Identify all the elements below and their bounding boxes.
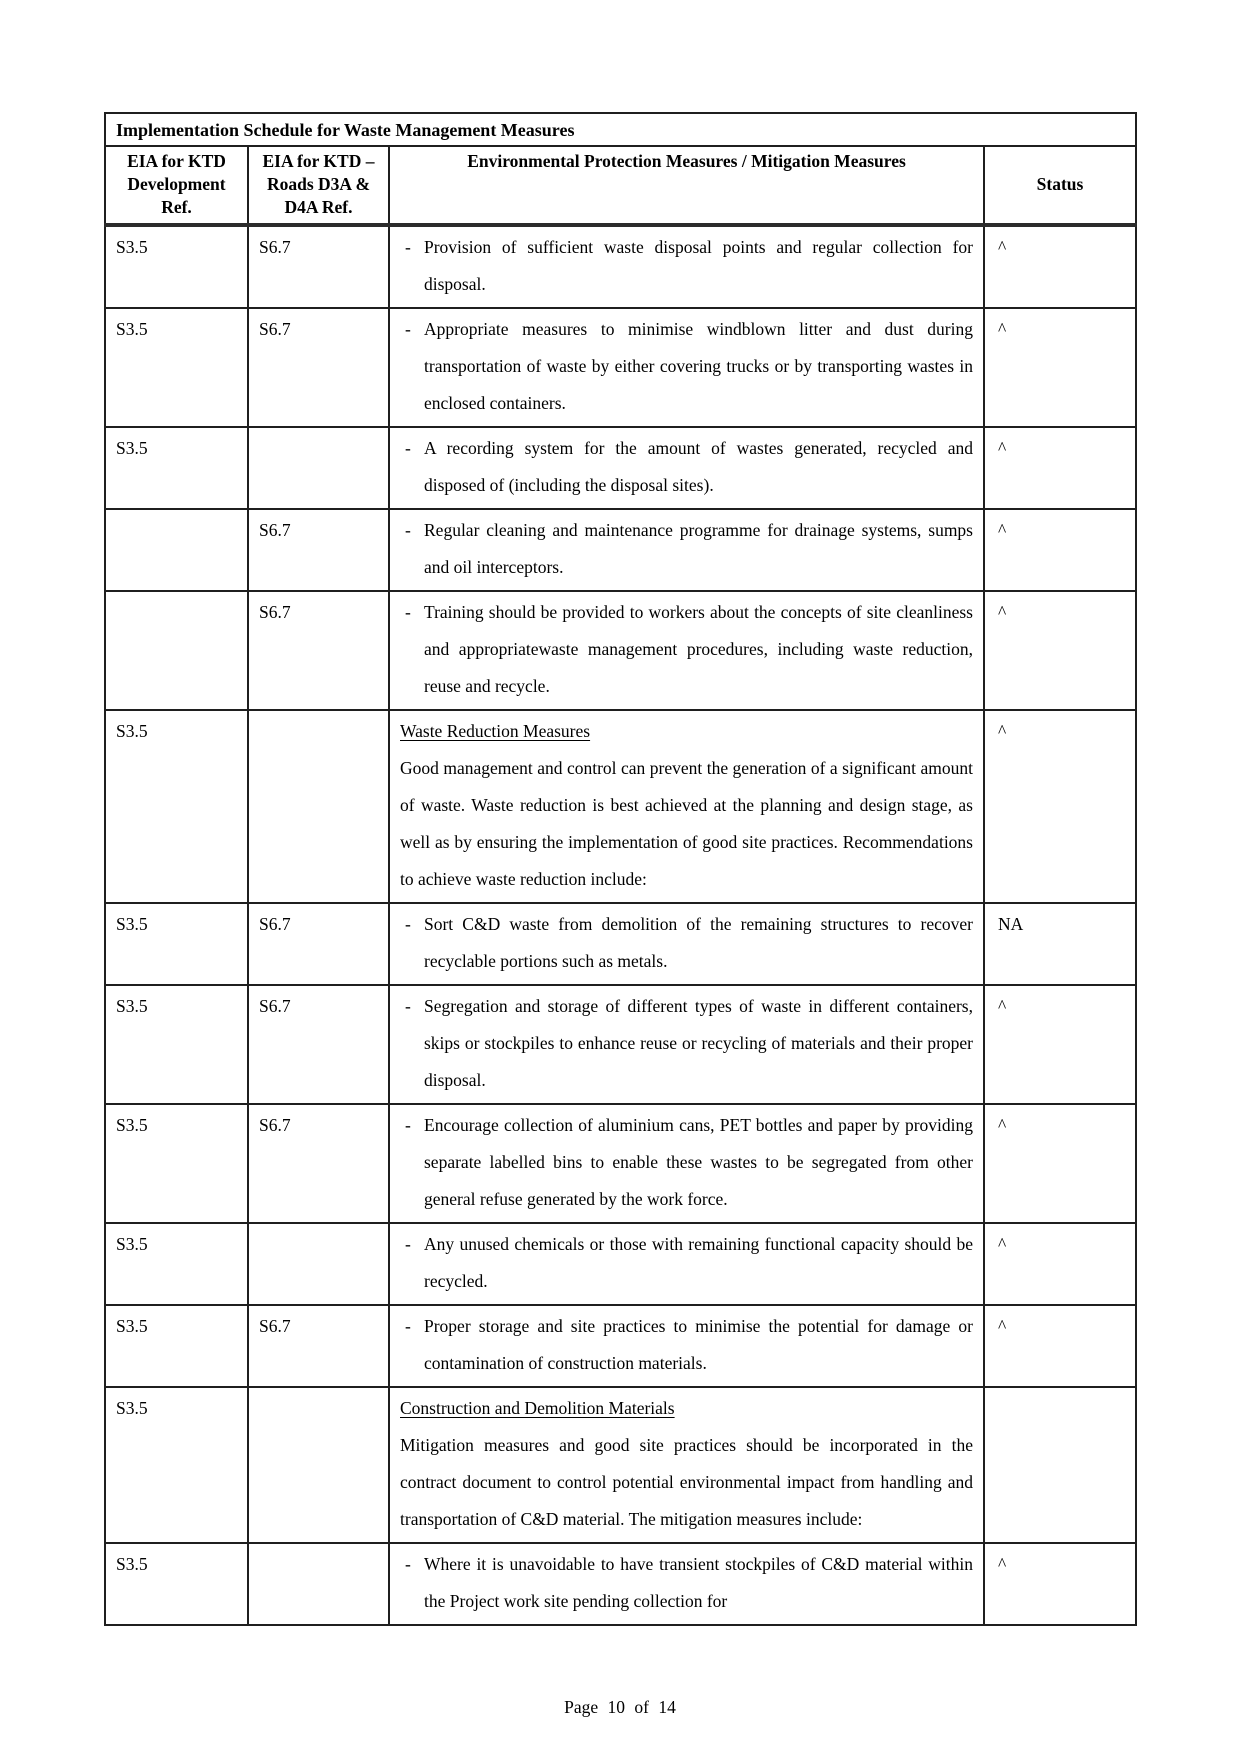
ref-ktd-development-cell: S3.5 [105, 225, 248, 308]
status-cell: NA [984, 903, 1136, 985]
measure-text: Any unused chemicals or those with remaining functional capacity should be recycled. [424, 1234, 973, 1291]
measure-bullet-item [390, 1107, 983, 1218]
bullet-dash: - [405, 996, 411, 1016]
table-row [105, 1543, 1136, 1625]
ref-ktd-development-cell: S3.5 [105, 1104, 248, 1223]
status-cell: ^ [984, 308, 1136, 427]
ref-ktd-development-cell: S3.5 [105, 1387, 248, 1543]
column-header-measures: Environmental Protection Measures / Mitigation Measures [389, 146, 984, 225]
page-number: Page 10 of 14 [564, 1697, 676, 1717]
bullet-dash: - [405, 1316, 411, 1336]
ref-ktd-roads-cell: S6.7 [248, 1305, 389, 1387]
measure-cell [389, 591, 984, 710]
measure-bullet-item [390, 1308, 983, 1382]
table-row [105, 1305, 1136, 1387]
measure-cell [389, 509, 984, 591]
bullet-dash: - [405, 914, 411, 934]
bullet-dash: - [405, 1234, 411, 1254]
ref-ktd-roads-cell: S6.7 [248, 1104, 389, 1223]
bullet-dash: - [405, 438, 411, 458]
status-cell: ^ [984, 710, 1136, 903]
measure-section [390, 1390, 983, 1538]
section-paragraph: Mitigation measures and good site practices should be incorporated in the contract document to control potential environmental impact from handling and transportation of C&D material. The mitigation measures include: [400, 1435, 973, 1529]
status-cell: ^ [984, 1543, 1136, 1625]
column-header-status: Status [984, 146, 1136, 225]
column-header-eia-ktd-roads-ref: EIA for KTD – Roads D3A & D4A Ref. [248, 146, 389, 225]
bullet-dash: - [405, 1554, 411, 1574]
table-row [105, 1223, 1136, 1305]
measure-bullet-item [390, 906, 983, 980]
ref-ktd-roads-cell [248, 1543, 389, 1625]
measure-bullet-item [390, 1226, 983, 1300]
measure-cell [389, 427, 984, 509]
table-title-row [105, 113, 1136, 146]
measure-text: Segregation and storage of different types of waste in different containers, skips or stockpiles to enhance reuse or recycling of materials and their proper disposal. [424, 996, 973, 1090]
table-row [105, 903, 1136, 985]
table-row [105, 710, 1136, 903]
measure-cell [389, 1305, 984, 1387]
measure-cell [389, 1387, 984, 1543]
implementation-schedule-table [104, 112, 1137, 1626]
bullet-dash: - [405, 602, 411, 622]
ref-ktd-development-cell [105, 509, 248, 591]
table-row [105, 591, 1136, 710]
measure-cell [389, 985, 984, 1104]
ref-ktd-development-cell: S3.5 [105, 985, 248, 1104]
measure-cell [389, 1223, 984, 1305]
ref-ktd-development-cell: S3.5 [105, 1543, 248, 1625]
measure-bullet-item [390, 229, 983, 303]
bullet-dash: - [405, 319, 411, 339]
measure-text: Provision of sufficient waste disposal points and regular collection for disposal. [424, 237, 973, 294]
measure-text: Regular cleaning and maintenance programme for drainage systems, sumps and oil interceptors. [424, 520, 973, 577]
status-cell: ^ [984, 427, 1136, 509]
ref-ktd-roads-cell: S6.7 [248, 985, 389, 1104]
measure-cell [389, 308, 984, 427]
ref-ktd-roads-cell: S6.7 [248, 591, 389, 710]
ref-ktd-roads-cell [248, 1387, 389, 1543]
measure-text: Proper storage and site practices to minimise the potential for damage or contamination of construction materials. [424, 1316, 973, 1373]
bullet-dash: - [405, 1115, 411, 1135]
measure-text: Sort C&D waste from demolition of the remaining structures to recover recyclable portions such as metals. [424, 914, 973, 971]
ref-ktd-development-cell: S3.5 [105, 903, 248, 985]
measure-text: A recording system for the amount of wastes generated, recycled and disposed of (including the disposal sites). [424, 438, 973, 495]
section-paragraph: Good management and control can prevent the generation of a significant amount of waste. Waste reduction is best achieved at the planning and design stage, as well as by ensuring the implementation of good site practices. Recommendations to achieve waste reduction include: [400, 758, 973, 889]
measure-cell [389, 225, 984, 308]
measure-cell [389, 1543, 984, 1625]
status-cell: ^ [984, 591, 1136, 710]
status-cell: ^ [984, 985, 1136, 1104]
status-cell [984, 1387, 1136, 1543]
measure-text: Encourage collection of aluminium cans, PET bottles and paper by providing separate labelled bins to enable these wastes to be segregated from other general refuse generated by the work force. [424, 1115, 973, 1209]
ref-ktd-roads-cell: S6.7 [248, 509, 389, 591]
measure-text: Appropriate measures to minimise windblown litter and dust during transportation of waste by either covering trucks or by transporting wastes in enclosed containers. [424, 319, 973, 413]
ref-ktd-roads-cell: S6.7 [248, 903, 389, 985]
column-header-eia-ktd-development-ref: EIA for KTD Development Ref. [105, 146, 248, 225]
measure-text: Training should be provided to workers about the concepts of site cleanliness and appropriatewaste management procedures, including waste reduction, reuse and recycle. [424, 602, 973, 696]
table-row [105, 1387, 1136, 1543]
ref-ktd-development-cell: S3.5 [105, 1223, 248, 1305]
bullet-dash: - [405, 520, 411, 540]
measure-bullet-item [390, 1546, 983, 1620]
ref-ktd-development-cell: S3.5 [105, 427, 248, 509]
measure-cell [389, 903, 984, 985]
table-row [105, 985, 1136, 1104]
measure-text: Where it is unavoidable to have transient stockpiles of C&D material within the Project work site pending collection for [424, 1554, 973, 1611]
status-cell: ^ [984, 509, 1136, 591]
ref-ktd-roads-cell [248, 710, 389, 903]
ref-ktd-roads-cell [248, 1223, 389, 1305]
measure-bullet-item [390, 594, 983, 705]
table-row [105, 1104, 1136, 1223]
measure-section [390, 713, 983, 898]
measure-bullet-item [390, 311, 983, 422]
status-cell: ^ [984, 1104, 1136, 1223]
ref-ktd-roads-cell [248, 427, 389, 509]
ref-ktd-development-cell: S3.5 [105, 1305, 248, 1387]
ref-ktd-development-cell: S3.5 [105, 308, 248, 427]
table-row [105, 225, 1136, 308]
table-row [105, 427, 1136, 509]
measure-cell [389, 1104, 984, 1223]
measure-bullet-item [390, 988, 983, 1099]
table-header-row [105, 146, 1136, 225]
ref-ktd-development-cell: S3.5 [105, 710, 248, 903]
status-cell: ^ [984, 225, 1136, 308]
table-row [105, 308, 1136, 427]
status-cell: ^ [984, 1305, 1136, 1387]
section-heading: Waste Reduction Measures [400, 721, 591, 741]
measure-bullet-item [390, 430, 983, 504]
ref-ktd-roads-cell: S6.7 [248, 225, 389, 308]
measure-cell [389, 710, 984, 903]
status-cell: ^ [984, 1223, 1136, 1305]
table-body [105, 225, 1136, 1625]
ref-ktd-roads-cell: S6.7 [248, 308, 389, 427]
table-row [105, 509, 1136, 591]
ref-ktd-development-cell [105, 591, 248, 710]
table-title: Implementation Schedule for Waste Management Measures [105, 113, 1136, 146]
section-heading: Construction and Demolition Materials [400, 1398, 675, 1418]
bullet-dash: - [405, 237, 411, 257]
measure-bullet-item [390, 512, 983, 586]
